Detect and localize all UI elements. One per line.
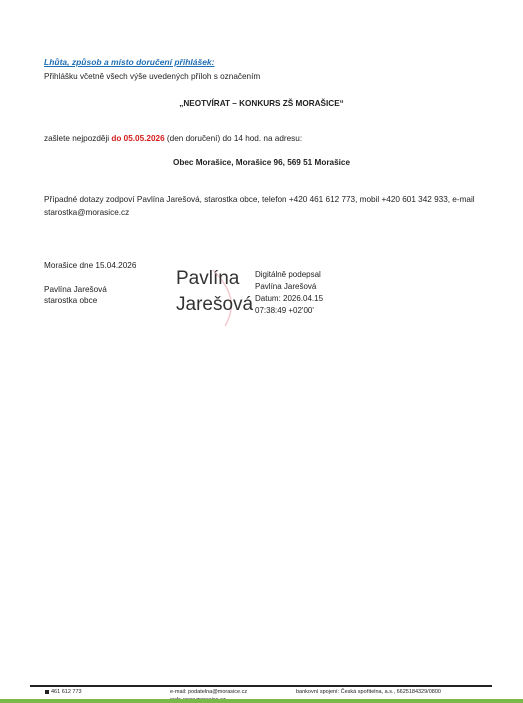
signature-line-4: 07:38:49 +02'00' bbox=[255, 306, 314, 315]
signature-line-2: Pavlína Jarešová bbox=[255, 282, 317, 291]
phone-icon bbox=[45, 690, 49, 694]
footer-email: e-mail: podatelna@morasice.cz bbox=[170, 689, 248, 695]
place-date: Morašice dne 15.04.2026 bbox=[44, 261, 137, 270]
footer-phone bbox=[45, 689, 82, 695]
deadline-text bbox=[44, 132, 302, 145]
footer-phone-number: 461 612 773 bbox=[51, 689, 82, 695]
footer-bank: bankovní spojení: Česká spořitelna, a.s., 6625184329/0800 bbox=[296, 689, 441, 695]
signature-line-1: Digitálně podepsal bbox=[255, 270, 321, 279]
delivery-address: Obec Morašice, Morašice 96, 569 51 Morašice bbox=[172, 158, 351, 167]
signature-first-name: Pavlína bbox=[176, 268, 240, 289]
section-heading: Lhůta, způsob a místo doručení přihlášek: bbox=[44, 57, 215, 67]
signature-last-name: Jarešová bbox=[176, 294, 254, 315]
signature-line-3: Datum: 2026.04.15 bbox=[255, 294, 324, 303]
intro-text: Přihlášku včetně všech výše uvedených příloh s označením bbox=[44, 72, 261, 81]
footer-divider bbox=[30, 685, 492, 687]
footer-accent-bar bbox=[0, 699, 523, 703]
deadline-date: do 05.05.2026 bbox=[111, 134, 165, 143]
envelope-label: „NEOTVÍRAT – KONKURS ZŠ MORAŠICE“ bbox=[179, 99, 344, 108]
contact-text: Případné dotazy zodpoví Pavlína Jarešová, starostka obce, telefon +420 461 612 773, mobil +420 601 342 933, e-mail starostka@morasice.cz bbox=[44, 195, 475, 217]
deadline-before: zašlete nejpozději bbox=[44, 134, 112, 143]
signer-role: starostka obce bbox=[44, 296, 98, 305]
deadline-after: (den doručení) do 14 hod. na adresu: bbox=[164, 134, 303, 143]
signer-name: Pavlína Jarešová bbox=[44, 285, 107, 294]
